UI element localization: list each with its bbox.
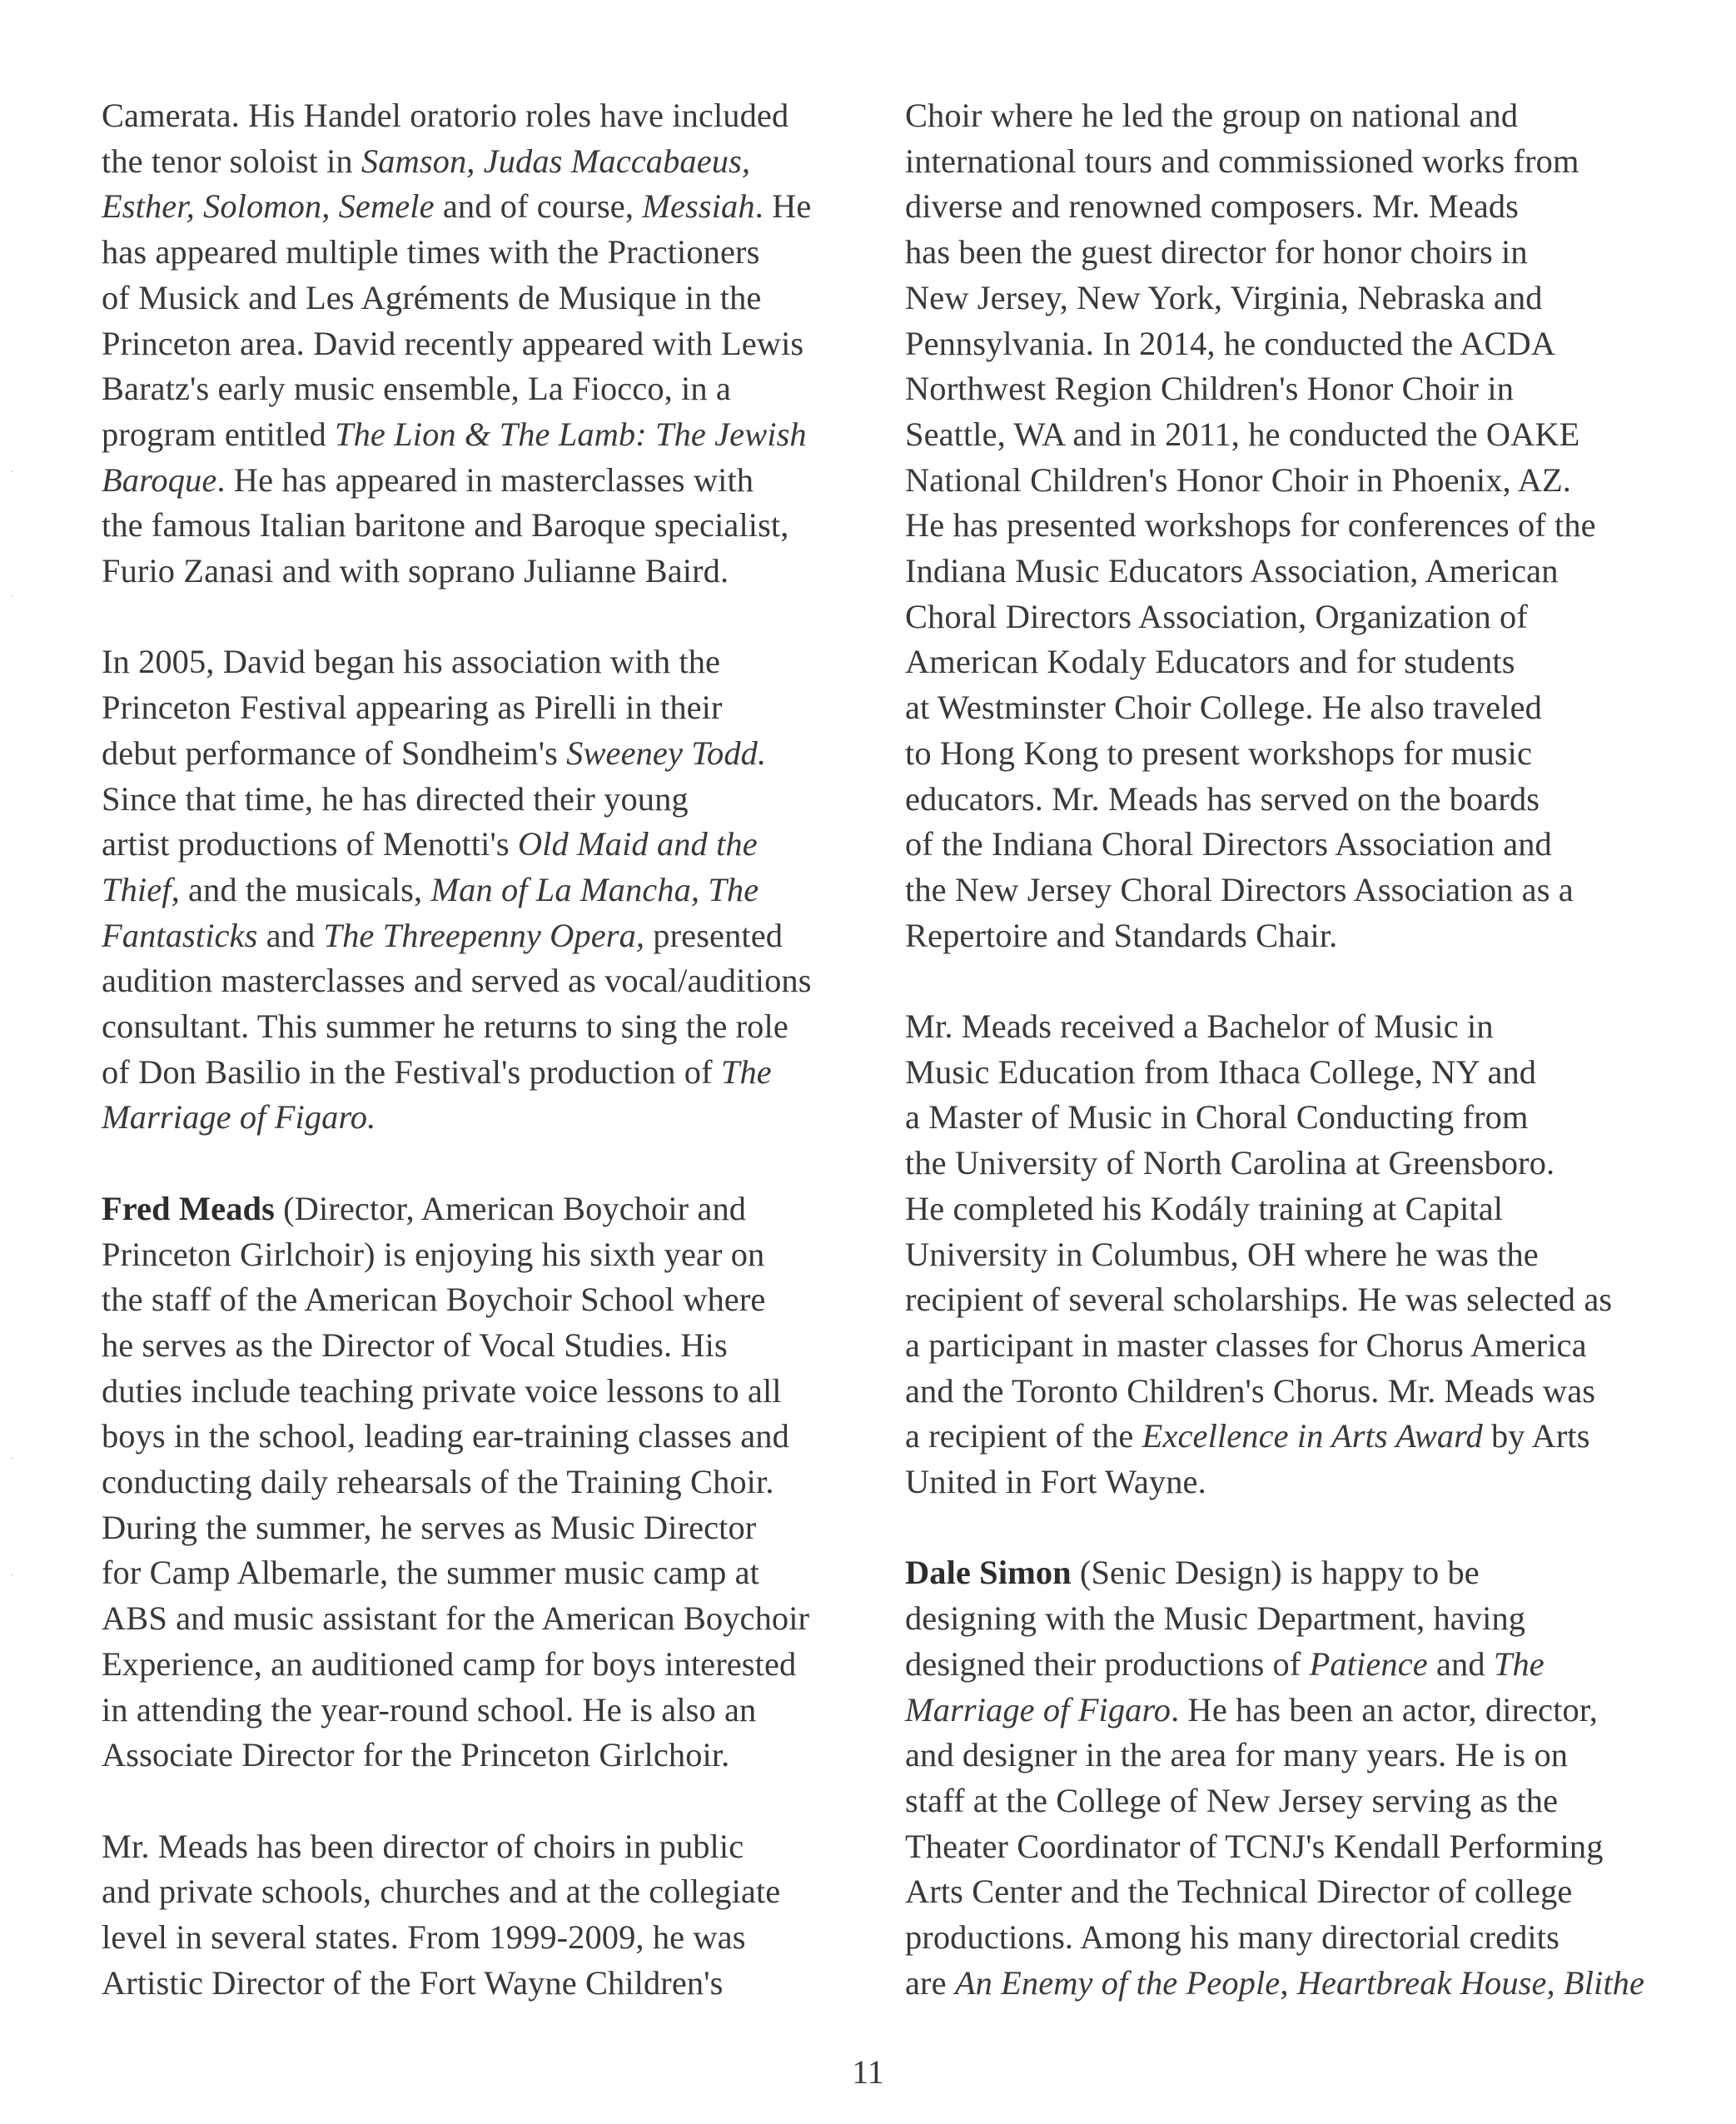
text-run: diverse and renowned composers. Mr. Meads [905, 187, 1519, 226]
scan-margin-mark: · [10, 591, 14, 604]
text-line [102, 321, 899, 367]
text-line [102, 1915, 899, 1961]
text-line [905, 1323, 1703, 1369]
text-run: and private schools, churches and at the collegiate [102, 1873, 781, 1911]
text-line [102, 139, 899, 185]
paragraph-gap [102, 594, 901, 640]
text-line [102, 731, 899, 777]
text-run: of the Indiana Choral Directors Association and [905, 825, 1552, 863]
text-line [102, 1004, 899, 1050]
text-run: National Children's Honor Choir in Phoenix, AZ. [905, 460, 1572, 499]
text-run: . He [754, 187, 812, 226]
text-line [905, 366, 1703, 412]
text-line [102, 1642, 899, 1688]
text-run: Experience, an auditioned camp for boys interested [102, 1644, 797, 1683]
text-line [102, 1050, 899, 1096]
text-run: Seattle, WA and in 2011, he conducted the OAKE [905, 415, 1580, 453]
text-run: the University of North Carolina at Greensboro. [905, 1144, 1555, 1182]
text-line [905, 777, 1703, 823]
text-run: staff at the College of New Jersey serving as the [905, 1781, 1559, 1819]
text-line [905, 1778, 1703, 1824]
text-run: audition masterclasses and served as vocal/auditions [102, 962, 812, 1000]
text-run: (Director, American Boychoir and [274, 1189, 747, 1227]
paragraph [905, 1004, 1704, 1505]
text-line [905, 1095, 1703, 1141]
text-line [905, 412, 1703, 458]
text-line [102, 1277, 899, 1323]
text-line [102, 868, 899, 913]
text-line [905, 1733, 1703, 1778]
text-run: a Master of Music in Choral Conducting from [905, 1098, 1529, 1137]
work-title: The [1493, 1644, 1544, 1683]
text-line [102, 458, 899, 504]
text-run: the New Jersey Choral Directors Association as a [905, 870, 1574, 908]
text-run: and [1427, 1644, 1494, 1683]
text-line [905, 1460, 1703, 1505]
text-run: of Don Basilio in the Festival's production of [102, 1052, 721, 1091]
text-line [102, 1869, 899, 1915]
left-column [102, 93, 901, 2006]
work-title: Patience [1309, 1644, 1428, 1683]
text-line [905, 913, 1703, 959]
text-line [102, 184, 899, 230]
text-run: designed their productions of [905, 1644, 1310, 1683]
text-run: Baratz's early music ensemble, La Fiocco, in a [102, 370, 731, 408]
text-run: are [905, 1963, 955, 2002]
text-line [102, 639, 899, 685]
text-run: has appeared multiple times with the Practioners [102, 233, 760, 271]
text-line [905, 731, 1703, 777]
text-run: United in Fort Wayne. [905, 1463, 1206, 1501]
text-run: at Westminster Choir College. He also traveled [905, 689, 1542, 727]
text-run: in attending the year-round school. He is also an [102, 1690, 757, 1729]
text-run: Princeton Festival appearing as Pirelli in their [102, 689, 723, 727]
work-title: Marriage of Figaro [905, 1690, 1171, 1729]
text-run: he serves as the Director of Vocal Studies. His [102, 1326, 728, 1364]
text-line [102, 366, 899, 412]
text-line [905, 1688, 1703, 1734]
text-run: consultant. This summer he returns to sing the role [102, 1007, 788, 1046]
text-run: Pennsylvania. In 2014, he conducted the ACDA [905, 324, 1556, 362]
work-title: An Enemy of the People, Heartbreak House, Blithe [954, 1963, 1645, 2002]
work-title: Fantasticks [102, 916, 258, 954]
text-line [102, 1232, 899, 1278]
text-run: Music Education from Ithaca College, NY and [905, 1052, 1537, 1091]
text-run: In 2005, David began his association with the [102, 643, 721, 681]
paragraph [102, 1824, 901, 2007]
text-line [905, 1915, 1703, 1961]
text-run: presented [644, 916, 783, 954]
text-run: has been the guest director for honor choirs in [905, 233, 1528, 271]
text-run: ABS and music assistant for the American Boychoir [102, 1599, 810, 1638]
text-run: and [257, 916, 324, 954]
text-line [905, 549, 1703, 594]
text-run: boys in the school, leading ear-training classes and [102, 1417, 789, 1455]
text-line [102, 1186, 899, 1232]
text-run: and the Toronto Children's Chorus. Mr. Meads was [905, 1371, 1596, 1410]
text-run: recipient of several scholarships. He was selected as [905, 1281, 1613, 1319]
text-run: designing with the Music Department, having [905, 1599, 1526, 1638]
text-line [905, 321, 1703, 367]
text-run: and designer in the area for many years. He is on [905, 1736, 1569, 1774]
scan-margin-mark: · [10, 1569, 14, 1582]
text-line [102, 685, 899, 731]
text-run: debut performance of Sondheim's [102, 734, 567, 772]
text-line [102, 913, 899, 959]
text-run: During the summer, he serves as Music Director [102, 1508, 757, 1546]
work-title: The [720, 1052, 772, 1091]
text-line [905, 230, 1703, 276]
text-run: artist productions of Menotti's [102, 825, 518, 863]
work-title: The Lion & The Lamb: The Jewish [335, 415, 807, 453]
text-run: He completed his Kodály training at Capital [905, 1189, 1504, 1227]
text-run: Choral Directors Association, Organization of [905, 597, 1528, 635]
text-line [905, 1141, 1703, 1186]
text-line [905, 1824, 1703, 1870]
text-line [102, 1414, 899, 1460]
text-line [905, 1550, 1703, 1596]
text-line [905, 503, 1703, 549]
work-title: Samson, Judas Maccabaeus, [361, 142, 751, 180]
page-number: 11 [852, 2053, 884, 2091]
work-title: Man of La Mancha, The [430, 870, 759, 908]
text-line [102, 822, 899, 868]
right-column [905, 93, 1704, 2007]
text-line [905, 1232, 1703, 1278]
text-run: to Hong Kong to present workshops for music [905, 734, 1533, 772]
text-run: educators. Mr. Meads has served on the boards [905, 779, 1540, 818]
text-line [102, 503, 899, 549]
text-run: the famous Italian baritone and Baroque specialist, [102, 506, 789, 545]
text-run: of Musick and Les Agréments de Musique in the [102, 278, 762, 316]
text-run: Repertoire and Standards Chair. [905, 916, 1338, 954]
paragraph [905, 1550, 1704, 2006]
paragraph [102, 639, 901, 1141]
work-title: Thief, [102, 870, 180, 908]
scan-margin-mark: · [10, 466, 14, 479]
paragraph-gap [905, 1505, 1704, 1551]
text-line [905, 685, 1703, 731]
text-run: New Jersey, New York, Virginia, Nebraska and [905, 278, 1543, 316]
work-title: Esther, Solomon, Semele [102, 187, 435, 226]
text-run: and the musicals, [179, 870, 431, 908]
paragraph [102, 1186, 901, 1778]
text-run: Furio Zanasi and with soprano Julianne Baird. [102, 552, 729, 590]
work-title: The Threepenny Opera, [323, 916, 645, 954]
text-line [102, 1733, 899, 1778]
bio-name: Dale Simon [905, 1554, 1072, 1592]
text-line [905, 1369, 1703, 1415]
text-line [905, 1277, 1703, 1323]
text-line [905, 184, 1703, 230]
text-run: the staff of the American Boychoir School where [102, 1281, 766, 1319]
scan-margin-mark: · [10, 1453, 14, 1465]
text-run: by Arts [1482, 1417, 1590, 1455]
text-line [905, 93, 1703, 139]
paragraph [905, 93, 1704, 958]
work-title: Excellence in Arts Award [1142, 1417, 1483, 1455]
paragraph-gap [102, 1778, 901, 1824]
text-run: and of course, [434, 187, 643, 226]
work-title: Baroque [102, 460, 217, 499]
text-line [905, 1004, 1703, 1050]
text-line [102, 777, 899, 823]
text-line [905, 822, 1703, 868]
text-line [102, 276, 899, 321]
text-line [102, 1460, 899, 1505]
text-line [102, 1323, 899, 1369]
text-line [905, 276, 1703, 321]
paragraph [102, 93, 901, 594]
work-title: Old Maid and the [517, 825, 758, 863]
text-run: program entitled [102, 415, 336, 453]
text-line [102, 412, 899, 458]
text-line [102, 1095, 899, 1141]
text-line [905, 139, 1703, 185]
text-run: Princeton area. David recently appeared with Lewis [102, 324, 804, 362]
text-line [905, 1050, 1703, 1096]
text-run: Camerata. His Handel oratorio roles have included [102, 97, 789, 134]
text-line [905, 1186, 1703, 1232]
text-line [102, 93, 899, 139]
text-run: Mr. Meads received a Bachelor of Music in [905, 1007, 1494, 1046]
text-line [905, 1869, 1703, 1915]
text-run: conducting daily rehearsals of the Training Choir. [102, 1463, 774, 1501]
text-run: level in several states. From 1999-2009, he was [102, 1918, 746, 1957]
text-run: . He has been an actor, director, [1171, 1690, 1598, 1729]
bio-name: Fred Meads [102, 1189, 275, 1227]
text-line [102, 958, 899, 1004]
text-run: for Camp Albemarle, the summer music camp at [102, 1554, 760, 1592]
text-line [905, 1596, 1703, 1642]
text-run: international tours and commissioned works from [905, 142, 1579, 180]
text-line [102, 1369, 899, 1415]
text-run: Northwest Region Children's Honor Choir in [905, 370, 1515, 408]
text-line [102, 1505, 899, 1551]
text-run: University in Columbus, OH where he was the [905, 1235, 1539, 1273]
text-run: Artistic Director of the Fort Wayne Children's [102, 1963, 724, 2002]
text-run: Since that time, he has directed their young [102, 779, 689, 818]
text-run: American Kodaly Educators and for students [905, 643, 1515, 681]
text-line [905, 458, 1703, 504]
text-line [102, 1596, 899, 1642]
work-title: Messiah [642, 187, 755, 226]
text-line [102, 1550, 899, 1596]
text-run: Theater Coordinator of TCNJ's Kendall Performing [905, 1827, 1604, 1865]
text-run: the tenor soloist in [102, 142, 361, 180]
text-line [102, 549, 899, 594]
text-run: Mr. Meads has been director of choirs in public [102, 1827, 744, 1865]
text-line [905, 868, 1703, 913]
text-line [102, 230, 899, 276]
text-run: a recipient of the [905, 1417, 1142, 1455]
text-line [102, 1688, 899, 1734]
text-line [905, 639, 1703, 685]
text-run: a participant in master classes for Chorus America [905, 1326, 1587, 1364]
text-run: duties include teaching private voice lessons to all [102, 1371, 782, 1410]
text-run: Choir where he led the group on national and [905, 97, 1519, 134]
text-line [905, 1414, 1703, 1460]
text-run: (Senic Design) is happy to be [1071, 1554, 1480, 1592]
paragraph-gap [905, 958, 1704, 1004]
text-run: He has presented workshops for conferences of the [905, 506, 1596, 545]
text-line [905, 594, 1703, 640]
text-line [102, 1961, 899, 2007]
text-line [905, 1961, 1703, 2007]
text-run: productions. Among his many directorial credits [905, 1918, 1559, 1957]
text-run: Princeton Girlchoir) is enjoying his sixth year on [102, 1235, 765, 1273]
text-line [102, 1824, 899, 1870]
text-run: Indiana Music Educators Association, American [905, 552, 1559, 590]
text-line [905, 1642, 1703, 1688]
text-run: Associate Director for the Princeton Girlchoir. [102, 1736, 730, 1774]
paragraph-gap [102, 1141, 901, 1186]
text-run: Arts Center and the Technical Director of college [905, 1873, 1573, 1911]
text-run: . He has appeared in masterclasses with [216, 460, 754, 499]
work-title: Sweeney Todd. [566, 734, 767, 772]
work-title: Marriage of Figaro. [102, 1098, 376, 1137]
